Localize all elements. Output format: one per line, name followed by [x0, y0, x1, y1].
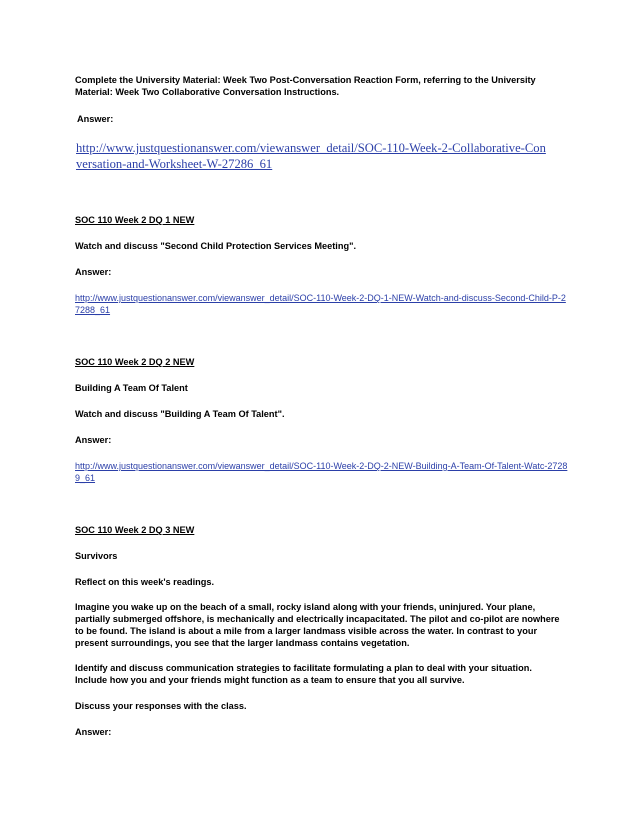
intro-answer-label: Answer:	[77, 114, 114, 124]
dq3-heading: SOC 110 Week 2 DQ 3 NEW	[75, 525, 195, 535]
dq3-subtitle: Survivors	[75, 551, 118, 561]
dq1-answer-link[interactable]: http://www.justquestionanswer.com/viewanswer_detail/SOC-110-Week-2-DQ-1-NEW-Watch-and-discuss-Second-Child-P-27288_61	[75, 293, 566, 315]
dq1-heading: SOC 110 Week 2 DQ 1 NEW	[75, 215, 195, 225]
dq2-subtitle: Building A Team Of Talent	[75, 383, 188, 393]
dq3-identify: Identify and discuss communication strategies to facilitate formulating a plan to deal with your situation. Include how you and your friends might function as a team to ensure that you all survive.	[75, 663, 532, 685]
intro-instructions: Complete the University Material: Week Two Post-Conversation Reaction Form, referring to the University Material: Week Two Collaborative Conversation Instructions.	[75, 75, 536, 97]
dq2-answer-label: Answer:	[75, 435, 112, 445]
dq2-heading: SOC 110 Week 2 DQ 2 NEW	[75, 357, 195, 367]
dq3-answer-label: Answer:	[75, 727, 112, 737]
dq3-scenario: Imagine you wake up on the beach of a small, rocky island along with your friends, uninjured. Your plane, partially submerged offshore, is mechanically and electrically incapacitated. The pilot and co-pilot are nowhere to be found. The island is about a mile from a larger landmass visible across the water. In contrast to your present surroundings, you see that the larger landmass contains vegetation.	[75, 602, 560, 648]
dq1-answer-label: Answer:	[75, 267, 112, 277]
dq3-reflect: Reflect on this week's readings.	[75, 577, 215, 587]
intro-answer-link[interactable]: http://www.justquestionanswer.com/viewanswer_detail/SOC-110-Week-2-Collaborative-Conversation-and-Worksheet-W-27286_61	[76, 141, 546, 171]
dq2-prompt: Watch and discuss "Building A Team Of Talent".	[75, 409, 285, 419]
dq2-answer-link[interactable]: http://www.justquestionanswer.com/viewanswer_detail/SOC-110-Week-2-DQ-2-NEW-Building-A-Team-Of-Talent-Watc-27289_61	[75, 461, 568, 483]
dq3-discuss: Discuss your responses with the class.	[75, 701, 247, 711]
dq1-prompt: Watch and discuss "Second Child Protection Services Meeting".	[75, 241, 356, 251]
